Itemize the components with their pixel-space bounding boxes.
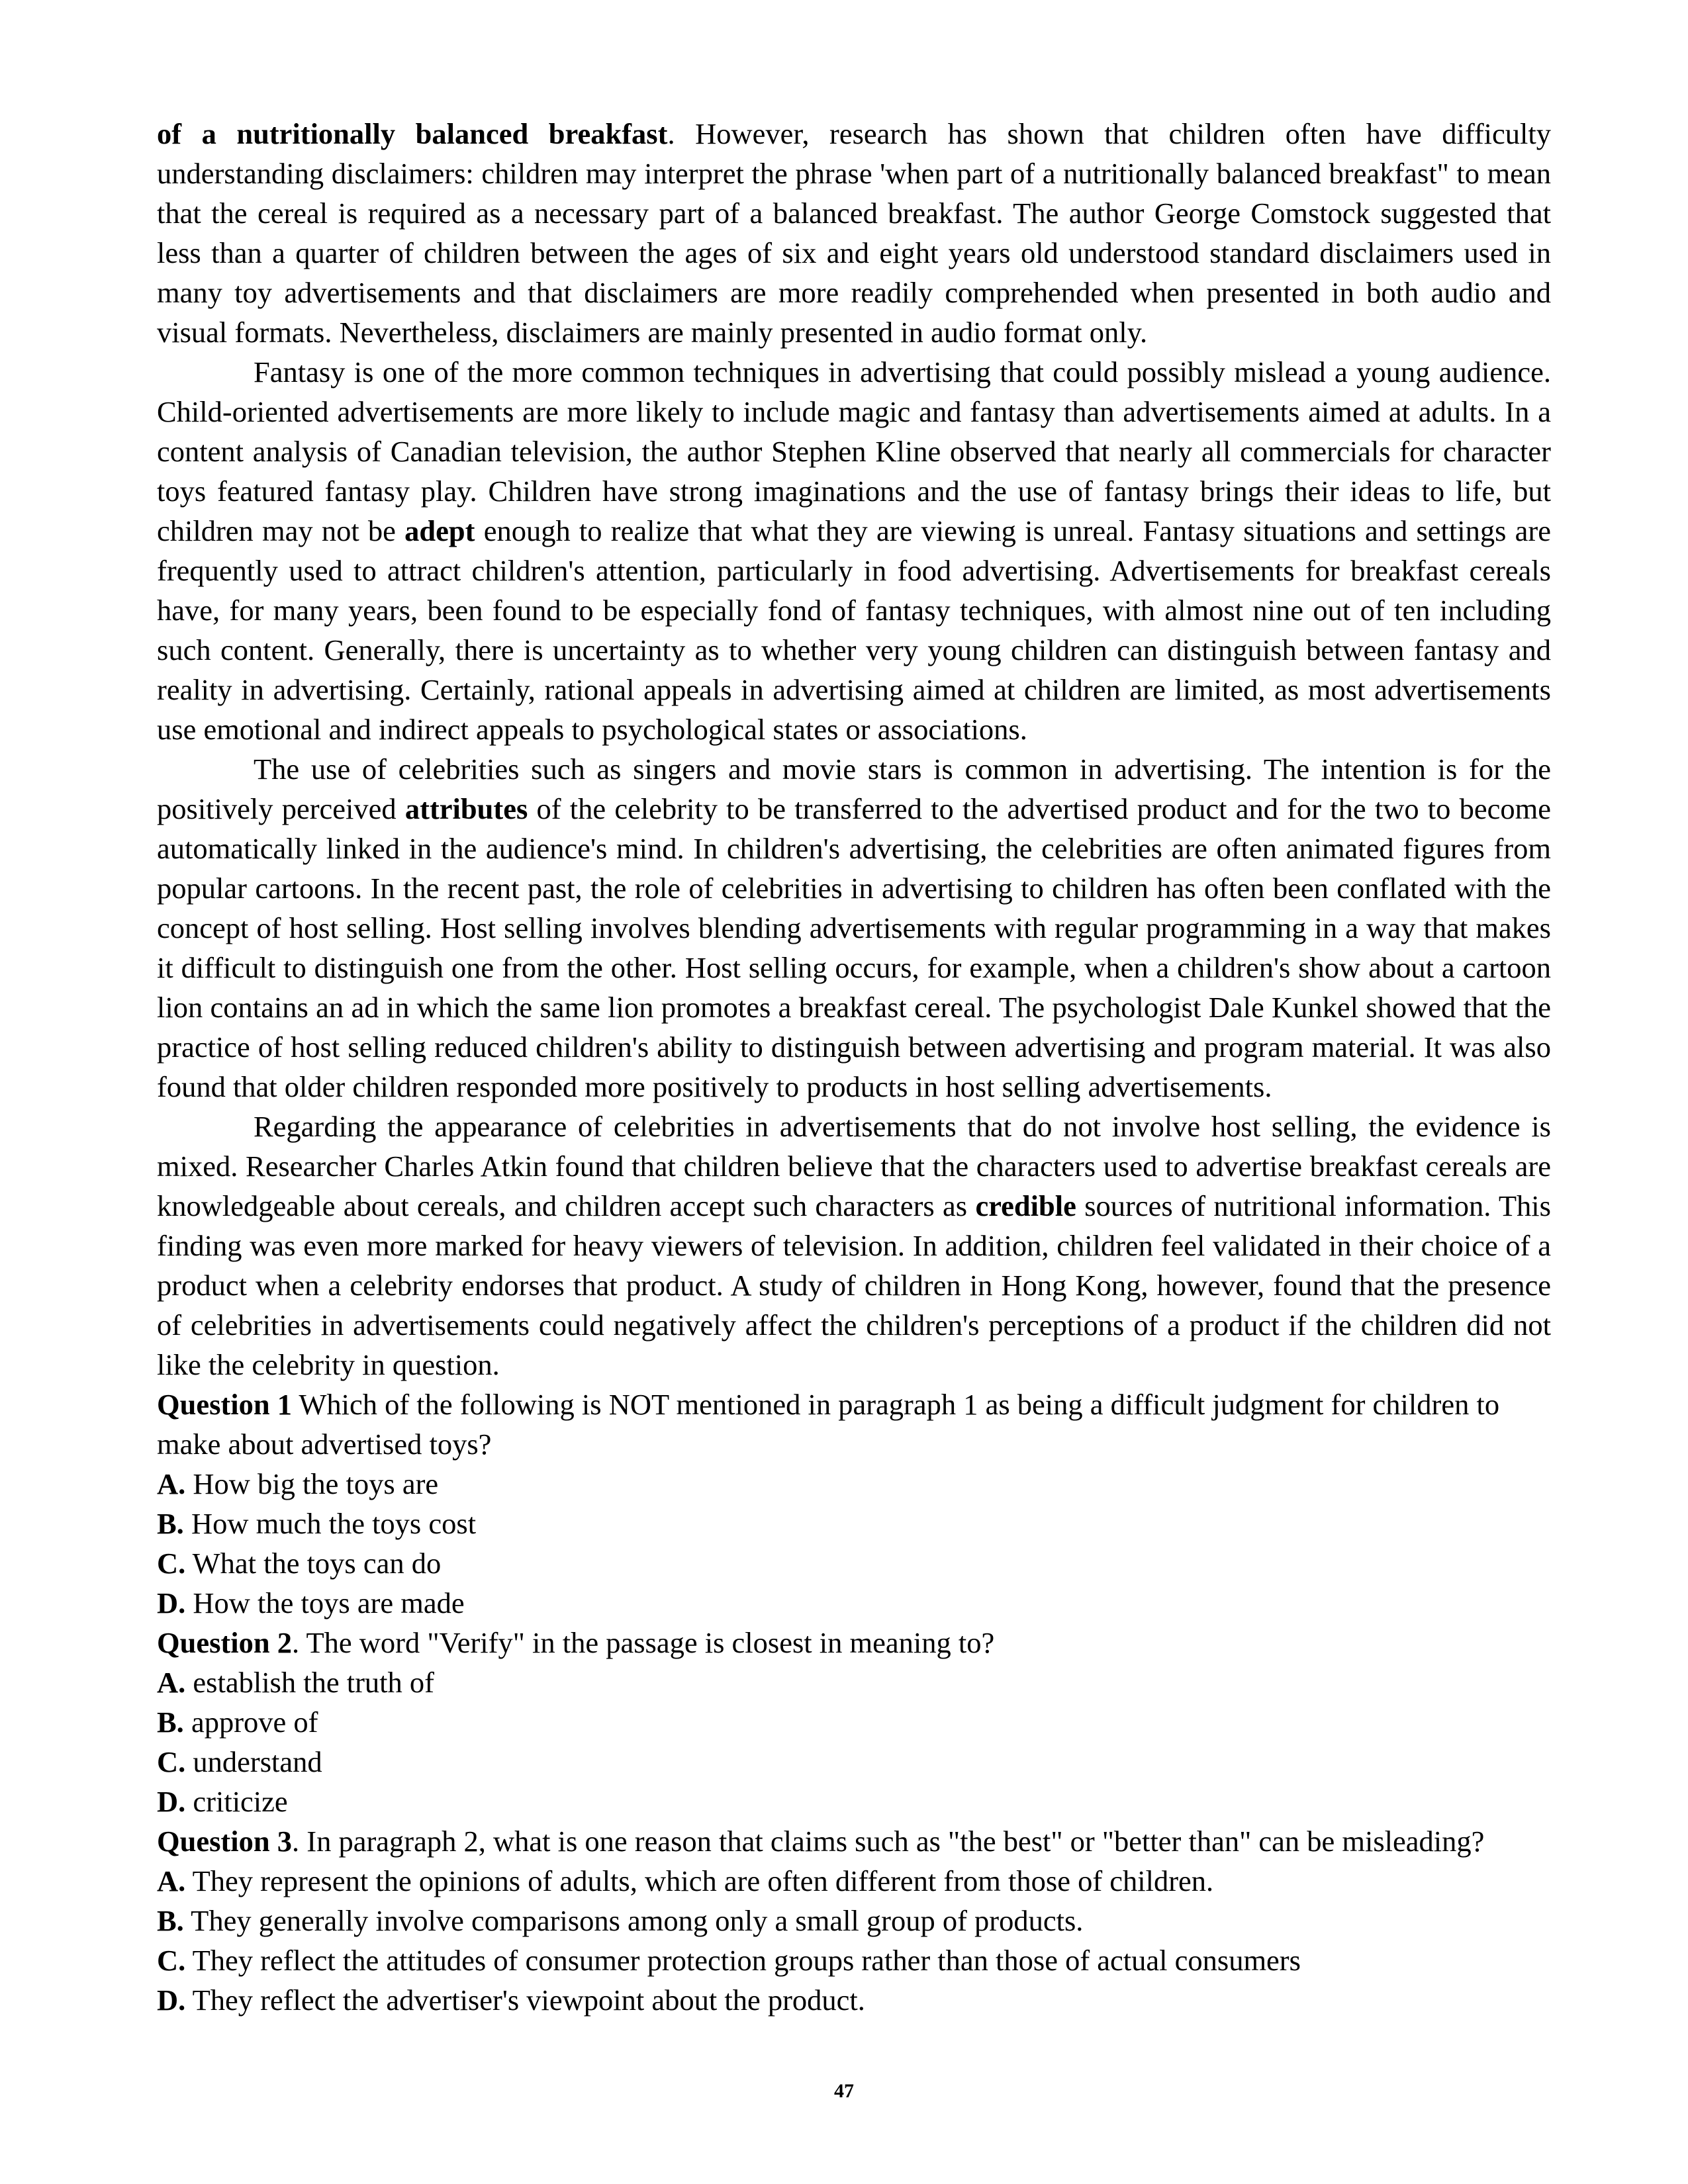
passage-paragraph-celebrities bbox=[157, 749, 1551, 1107]
question-1 bbox=[157, 1385, 1551, 1623]
option-letter: C. bbox=[157, 1944, 186, 1977]
answer-option-d[interactable] bbox=[157, 1583, 1551, 1623]
option-letter: C. bbox=[157, 1745, 186, 1778]
question-2 bbox=[157, 1623, 1551, 1821]
question-prompt bbox=[157, 1623, 1551, 1662]
question-prompt bbox=[157, 1385, 1551, 1464]
option-text: They represent the opinions of adults, which are often different from those of children. bbox=[185, 1864, 1214, 1897]
question-separator: . bbox=[292, 1825, 307, 1858]
question-text: The word "Verify" in the passage is closest in meaning to? bbox=[306, 1626, 995, 1659]
paragraph-text: of the celebrity to be transferred to the advertised product and for the two to become automatically linked in the audience's mind. In children's advertising, the celebrities are often animated figures from popular cartoons. In the recent past, the role of celebrities in advertising to children has often been conflated with the concept of host selling. Host selling involves blending advertisements with regular programming in a way that makes it difficult to distinguish one from the other. Host selling occurs, for example, when a children's show about a cartoon lion contains an ad in which the same lion promotes a breakfast cereal. The psychologist Dale Kunkel showed that the practice of host selling reduced children's ability to distinguish between advertising and program material. It was also found that older children responded more positively to products in host selling advertisements. bbox=[157, 792, 1551, 1103]
option-text: approve of bbox=[183, 1706, 318, 1739]
option-text: They reflect the advertiser's viewpoint about the product. bbox=[185, 1983, 865, 2017]
question-text: Which of the following is NOT mentioned in paragraph 1 as being a difficult judgment for children to make about advertised toys? bbox=[157, 1388, 1500, 1461]
option-letter: D. bbox=[157, 1586, 186, 1619]
question-separator: . bbox=[292, 1626, 306, 1659]
question-label: Question 3 bbox=[157, 1825, 292, 1858]
vocab-word-credible: credible bbox=[975, 1189, 1076, 1222]
vocab-word-attributes: attributes bbox=[404, 792, 528, 825]
question-3 bbox=[157, 1821, 1551, 2020]
answer-option-c[interactable] bbox=[157, 1742, 1551, 1782]
question-label: Question 1 bbox=[157, 1388, 292, 1421]
option-letter: B. bbox=[157, 1706, 184, 1739]
option-text: How big the toys are bbox=[185, 1467, 439, 1500]
option-text: How much the toys cost bbox=[183, 1507, 477, 1540]
question-prompt bbox=[157, 1821, 1551, 1861]
answer-option-b[interactable] bbox=[157, 1702, 1551, 1742]
question-text: In paragraph 2, what is one reason that claims such as "the best" or "better than" can be misleading? bbox=[306, 1825, 1485, 1858]
answer-option-d[interactable] bbox=[157, 1980, 1551, 2020]
paragraph-text: Regarding the appearance of celebrities in advertisements that do not involve host selling, the evidence is mixed. Researcher Charles Atkin found that children believe that the characters used to advertise breakfast cereals are knowledgeable about cereals, and children accept such characters as bbox=[157, 1110, 1551, 1222]
passage-paragraph-1 bbox=[157, 114, 1551, 352]
option-letter: D. bbox=[157, 1785, 186, 1818]
option-letter: A. bbox=[157, 1666, 186, 1699]
option-text: establish the truth of bbox=[185, 1666, 434, 1699]
answer-option-a[interactable] bbox=[157, 1662, 1551, 1702]
option-text: They generally involve comparisons among only a small group of products. bbox=[183, 1904, 1084, 1937]
paragraph-text: sources of nutritional information. This finding was even more marked for heavy viewers of television. In addition, children feel validated in their choice of a product when a celebrity endorses that product. A study of children in Hong Kong, however, found that the presence of celebrities in advertisements could negatively affect the children's perceptions of a product if the children did not like the celebrity in question. bbox=[157, 1189, 1551, 1381]
passage-paragraph-fantasy bbox=[157, 352, 1551, 749]
option-text: They reflect the attitudes of consumer protection groups rather than those of actual consumers bbox=[185, 1944, 1301, 1977]
option-letter: B. bbox=[157, 1507, 184, 1540]
paragraph-text: The use of celebrities such as singers and movie stars is common in advertising. The intention is for the positively perceived bbox=[157, 752, 1551, 825]
option-letter: D. bbox=[157, 1983, 186, 2017]
option-letter: A. bbox=[157, 1864, 186, 1897]
question-separator bbox=[292, 1388, 299, 1421]
answer-option-c[interactable] bbox=[157, 1543, 1551, 1583]
answer-option-b[interactable] bbox=[157, 1504, 1551, 1543]
answer-option-a[interactable] bbox=[157, 1464, 1551, 1504]
document-page bbox=[157, 114, 1551, 2020]
option-letter: C. bbox=[157, 1547, 186, 1580]
passage-paragraph-appearance bbox=[157, 1107, 1551, 1385]
option-text: criticize bbox=[185, 1785, 288, 1818]
answer-option-a[interactable] bbox=[157, 1861, 1551, 1901]
answer-option-d[interactable] bbox=[157, 1782, 1551, 1821]
answer-option-b[interactable] bbox=[157, 1901, 1551, 1940]
option-text: understand bbox=[185, 1745, 322, 1778]
paragraph-text: Fantasy is one of the more common techniques in advertising that could possibly mislead a young audience. Child-oriented advertisements are more likely to include magic and fantasy than advertisements aimed at adults. In a content analysis of Canadian television, the author Stephen Kline observed that nearly all commercials for character toys featured fantasy play. Children have strong imaginations and the use of fantasy brings their ideas to life, but children may not be bbox=[157, 355, 1551, 547]
option-text: How the toys are made bbox=[185, 1586, 465, 1619]
question-label: Question 2 bbox=[157, 1626, 292, 1659]
option-text: What the toys can do bbox=[185, 1547, 442, 1580]
page-number: 47 bbox=[834, 2080, 854, 2102]
bold-phrase: of a nutritionally balanced breakfast bbox=[157, 117, 668, 150]
paragraph-text: . However, research has shown that children often have difficulty understanding disclaimers: children may interpret the phrase 'when part of a nutritionally balanced breakfast" to mean that the cereal is required as a necessary part of a balanced breakfast. The author George Comstock suggested that less than a quarter of children between the ages of six and eight years old understood standard disclaimers used in many toy advertisements and that disclaimers are more readily comprehended when presented in both audio and visual formats. Nevertheless, disclaimers are mainly presented in audio format only. bbox=[157, 117, 1551, 349]
vocab-word-adept: adept bbox=[404, 514, 475, 547]
paragraph-text: enough to realize that what they are viewing is unreal. Fantasy situations and settings are frequently used to attract children's attention, particularly in food advertising. Advertisements for breakfast cereals have, for many years, been found to be especially fond of fantasy techniques, with almost nine out of ten including such content. Generally, there is uncertainty as to whether very young children can distinguish between fantasy and reality in advertising. Certainly, rational appeals in advertising aimed at children are limited, as most advertisements use emotional and indirect appeals to psychological states or associations. bbox=[157, 514, 1552, 746]
answer-option-c[interactable] bbox=[157, 1940, 1551, 1980]
option-letter: B. bbox=[157, 1904, 184, 1937]
option-letter: A. bbox=[157, 1467, 186, 1500]
